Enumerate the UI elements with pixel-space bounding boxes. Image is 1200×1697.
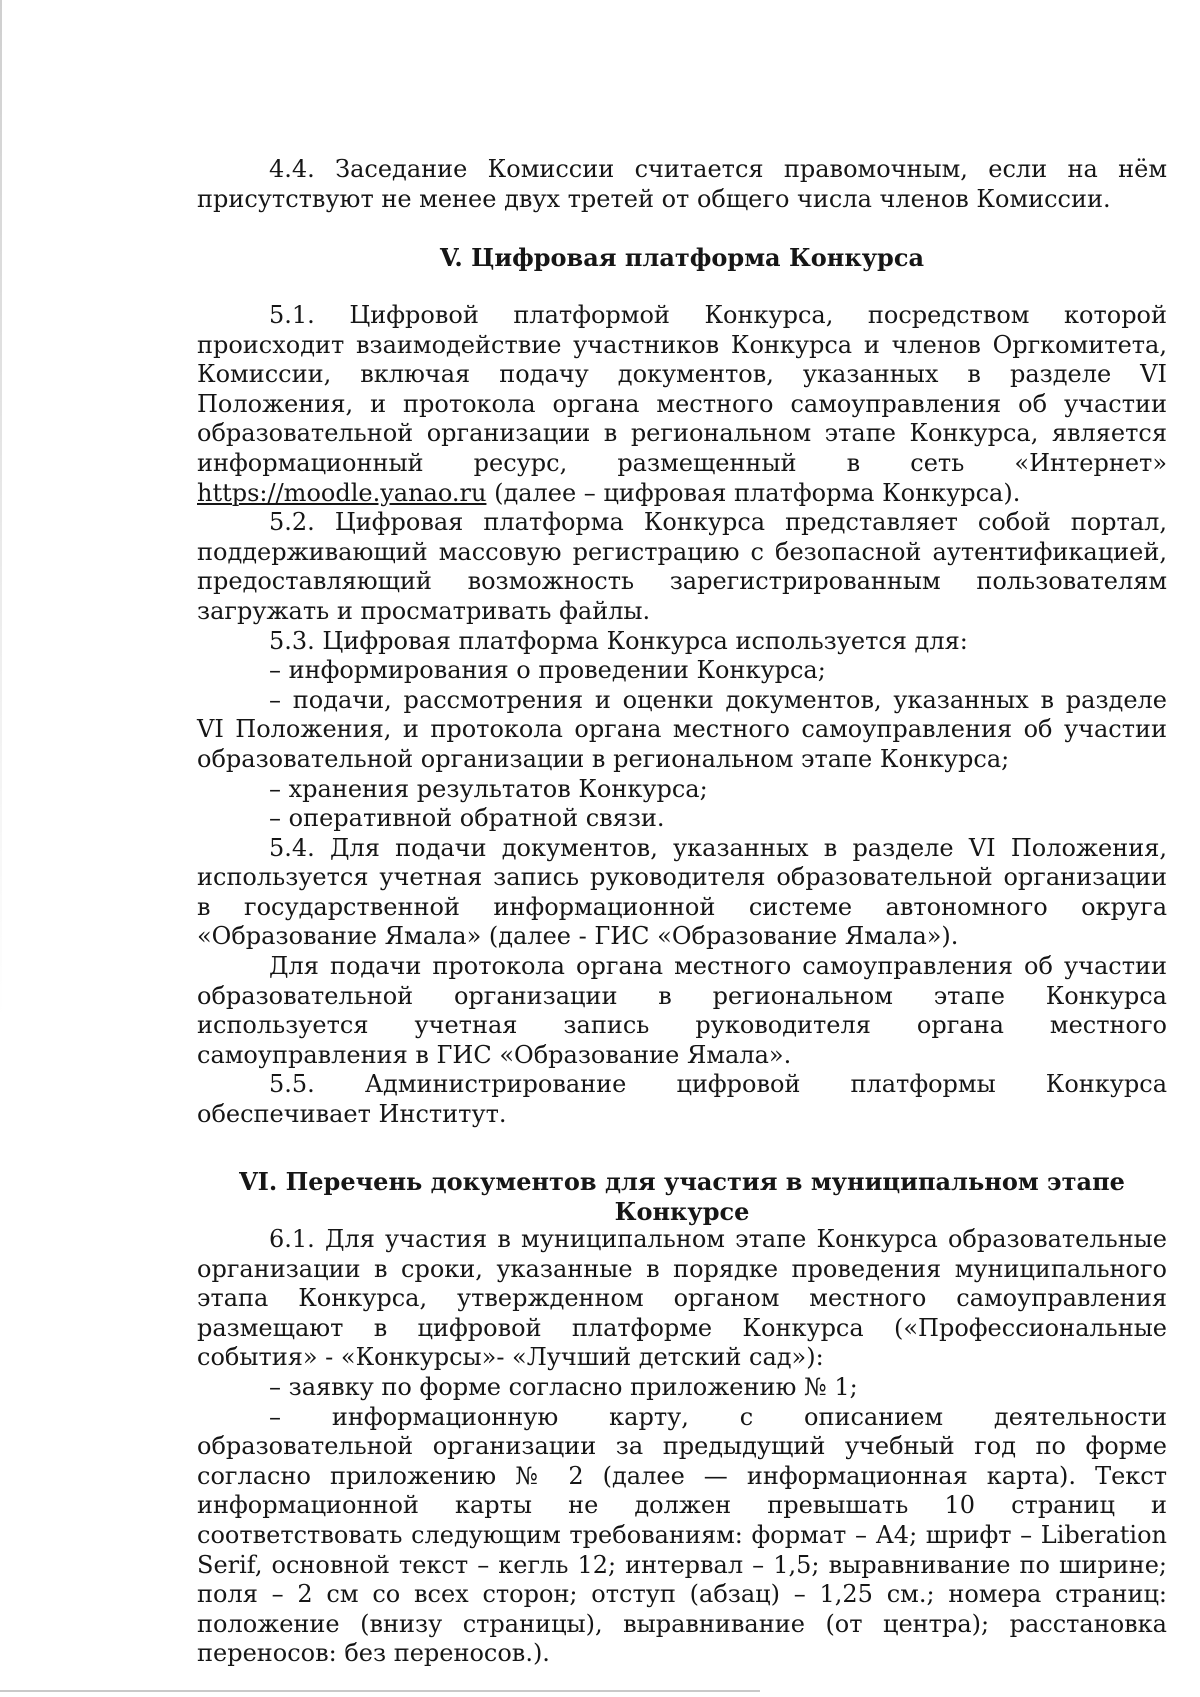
scan-edge-bottom xyxy=(0,1690,760,1692)
section-5 xyxy=(197,243,1167,273)
paragraph-5-5: 5.5. Администрирование цифровой платформы Конкурса обеспечивает Институт. xyxy=(197,1070,1167,1129)
list-item-6-1-2: – информационную карту, с описанием деятельности образовательной организации за предыдущий учебный год по форме согласно приложению № 2 (далее — информационная карта). Текст информационной карты не должен превышать 10 страниц и соответствовать следующим требованиям: формат – А4; шрифт – Liberation Serif, основной текст – кегль 12; интервал – 1,5; выравнивание по ширине; поля – 2 см со всех сторон; отступ (абзац) – 1,25 см.; номера страниц: положение (внизу страницы), выравнивание (от центра); расстановка переносов: без переносов.). xyxy=(197,1402,1167,1668)
section-6-heading: VI. Перечень документов для участия в муниципальном этапе Конкурсе xyxy=(239,1167,1125,1226)
section-6 xyxy=(197,1167,1167,1227)
scan-edge-left xyxy=(0,0,2,1697)
list-item-5-3-4: – оперативной обратной связи. xyxy=(269,804,665,833)
section-5-heading: V. Цифровая платформа Конкурса xyxy=(439,243,925,272)
section-5-body xyxy=(197,301,1167,1130)
paragraph-6-1: 6.1. Для участия в муниципальном этапе Конкурса образовательные организации в сроки, указанные в порядке проведения муниципального этапа Конкурса, утвержденном органом местного самоуправления размещают в цифровой платформе Конкурса («Профессиональные события» - «Конкурсы»- «Лучший детский сад»): xyxy=(197,1225,1167,1372)
paragraph-5-2: 5.2. Цифровая платформа Конкурса представляет собой портал, поддерживающий массовую регистрацию с безопасной аутентификацией, предоставляющий возможность зарегистрированным пользователям загружать и просматривать файлы. xyxy=(197,508,1167,625)
list-item-5-3-1: – информирования о проведении Конкурса; xyxy=(269,656,826,685)
section-4-continuation xyxy=(197,155,1167,214)
paragraph-5-3: 5.3. Цифровая платформа Конкурса используется для: xyxy=(269,626,968,655)
paragraph-5-1-tail: (далее – цифровая платформа Конкурса). xyxy=(494,478,1021,507)
paragraph-5-1 xyxy=(197,301,1167,508)
list-item-5-3-2: – подачи, рассмотрения и оценки документов, указанных в разделе VI Положения, и протокола органа местного самоуправления об участии образовательной организации в региональном этапе Конкурса; xyxy=(197,685,1167,773)
list-item-6-1-1: – заявку по форме согласно приложению № 1; xyxy=(269,1372,858,1401)
paragraph-5-1-text: 5.1. Цифровой платформой Конкурса, посредством которой происходит взаимодействие участников Конкурса и членов Оргкомитета, Комиссии, включая подачу документов, указанных в разделе VI Положения, и протокола органа местного самоуправления об участии образовательной организации в региональном этапе Конкурса, является информационный ресурс, размещенный в сеть «Интернет» xyxy=(197,301,1167,477)
moodle-link[interactable]: https://moodle.yanao.ru xyxy=(197,478,487,507)
paragraph-5-4: 5.4. Для подачи документов, указанных в разделе VI Положения, используется учетная запись руководителя образовательной организации в государственной информационной системе автономного округа «Образование Ямала» (далее - ГИС «Образование Ямала»). xyxy=(197,833,1167,951)
list-item-5-3-3: – хранения результатов Конкурса; xyxy=(269,774,708,803)
section-6-body xyxy=(197,1225,1167,1669)
paragraph-4-4: 4.4. Заседание Комиссии считается правомочным, если на нём присутствуют не менее двух третей от общего числа членов Комиссии. xyxy=(197,155,1167,213)
paragraph-5-4-continued: Для подачи протокола органа местного самоуправления об участии образовательной организации в региональном этапе Конкурса используется учетная запись руководителя органа местного самоуправления в ГИС «Образование Ямала». xyxy=(197,952,1167,1069)
